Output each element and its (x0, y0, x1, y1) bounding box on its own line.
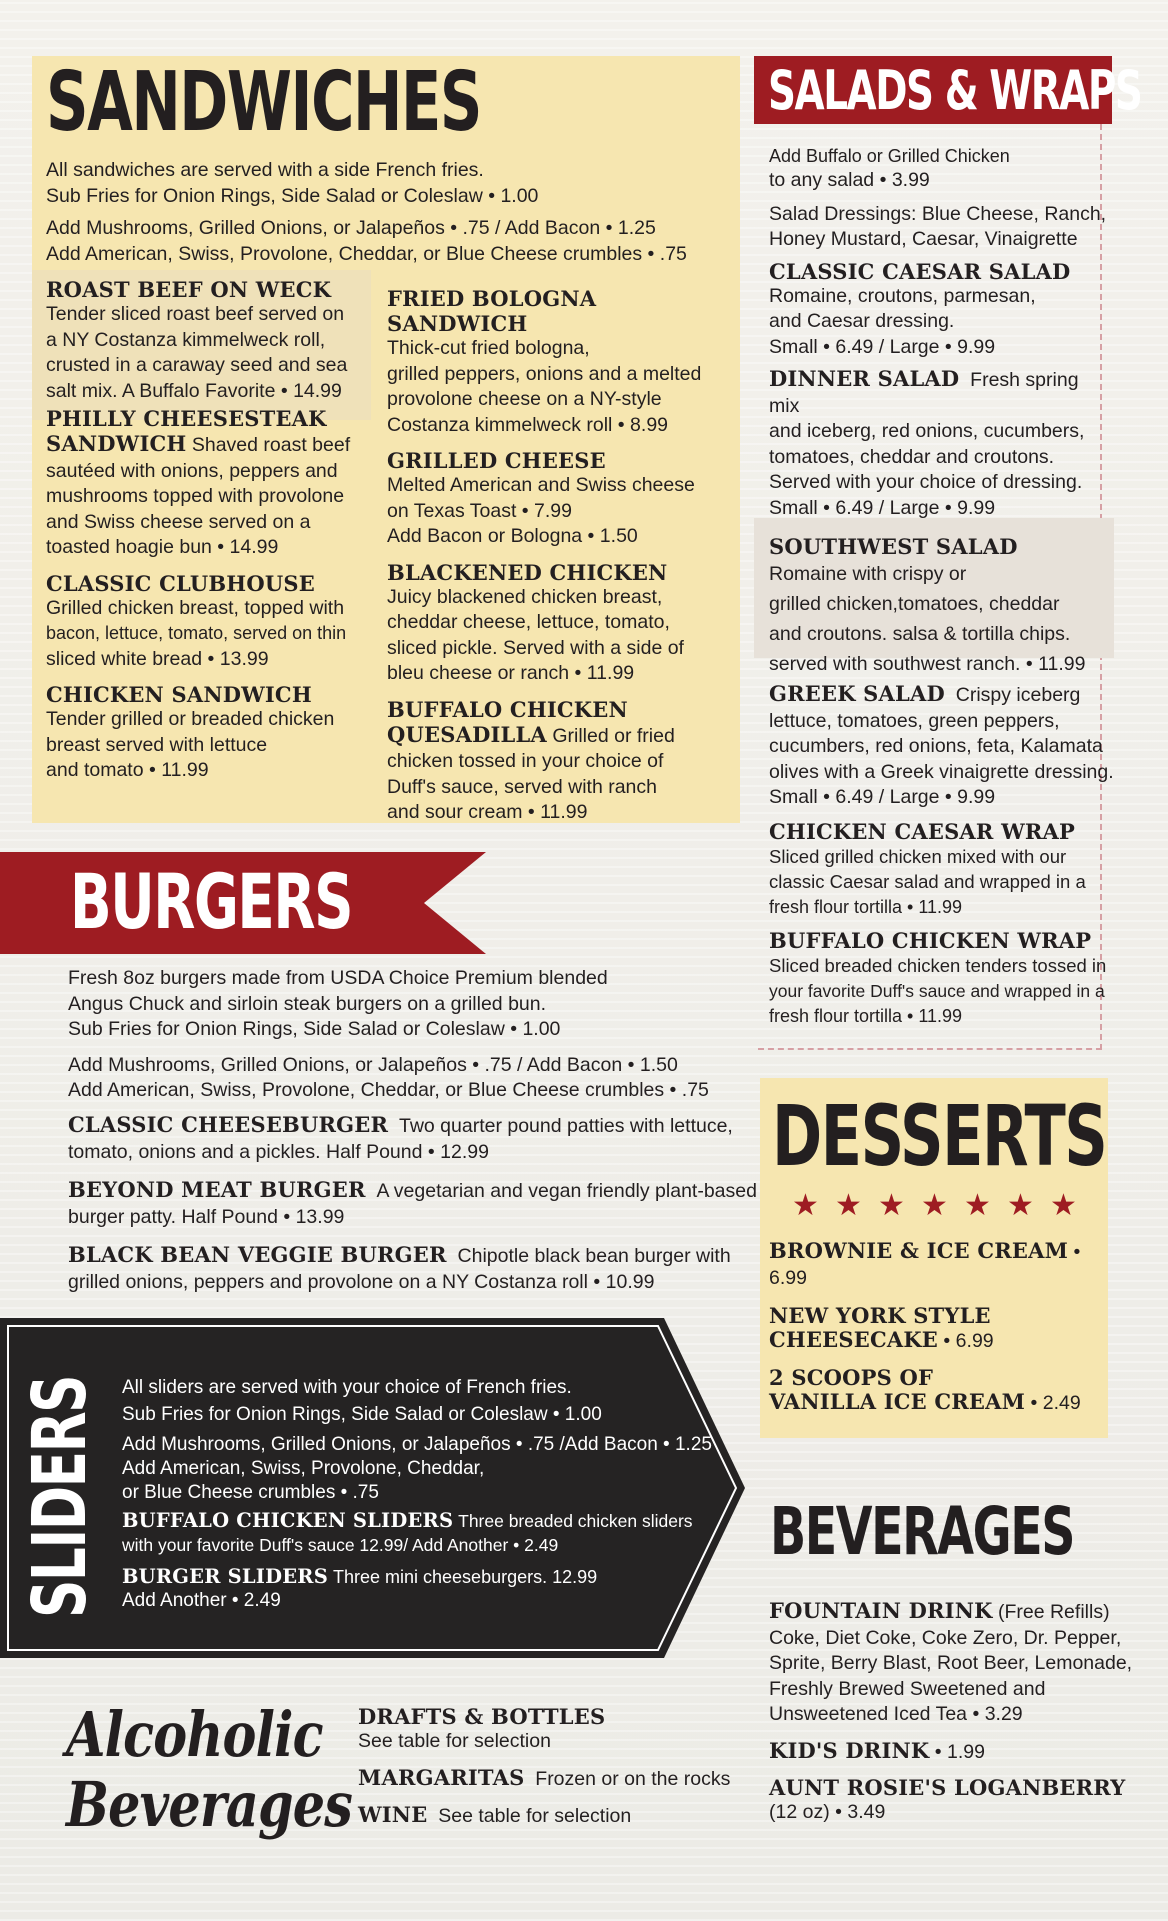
desc-line: fresh flour tortilla • 11.99 (769, 896, 963, 917)
desc-line: Romaine, croutons, parmesan, (769, 284, 1036, 307)
desc-line: cheddar cheese, lettuce, tomato, (387, 611, 670, 633)
desc-line: sautéed with onions, peppers and (46, 459, 338, 482)
loganberry-block (769, 1775, 1165, 1826)
burger-desc: Chipotle black bean burger with (457, 1245, 731, 1267)
desc-line: Juicy blackened chicken breast, (387, 585, 663, 608)
desserts-stars (784, 1188, 1085, 1223)
desc-line: Sprite, Berry Blast, Root Beer, Lemonade, (769, 1652, 1133, 1674)
desc-line: and Swiss cheese served on a (46, 510, 311, 533)
desc-line: Small • 6.49 / Large • 9.99 (769, 496, 996, 519)
desc-line: Grilled chicken breast, topped with (46, 596, 345, 619)
burger-sliders-name: BURGER SLIDERS (122, 1565, 328, 1588)
desc-line: Sliced breaded chicken tenders tossed in (769, 955, 1107, 976)
burgers-list (68, 1112, 758, 1295)
burger-sliders-desc: Add Another • 2.49 (122, 1590, 281, 1611)
buffalo-sliders-name: BUFFALO CHICKEN SLIDERS (122, 1509, 454, 1532)
beverages-title: BEVERAGES (770, 1493, 1075, 1570)
desc-line: sliced white bread • 13.99 (46, 647, 269, 670)
sliders-line: Add American, Swiss, Provolone, Cheddar, (122, 1458, 485, 1479)
margaritas-name: MARGARITAS (358, 1764, 525, 1790)
salads-content (769, 144, 1114, 1030)
burger-name: BEYOND MEAT BURGER (68, 1177, 366, 1202)
roast-beef-name: ROAST BEEF ON WECK (46, 277, 332, 302)
cheesecake-name-2: CHEESECAKE (769, 1327, 939, 1352)
desc-line: Melted American and Swiss cheese (387, 474, 695, 496)
desc-line: cucumbers, red onions, feta, Kalamata (769, 735, 1103, 757)
salads-intro-line: Add Buffalo or Grilled Chicken (769, 146, 1010, 166)
dinner-salad-block (769, 366, 1114, 521)
desc-line: Unsweetened Iced Tea • 3.29 (769, 1703, 1023, 1725)
sliders-line: or Blue Cheese crumbles • .75 (122, 1482, 379, 1503)
clubhouse-name: CLASSIC CLUBHOUSE (46, 570, 315, 596)
caesar-wrap-name: CHICKEN CAESAR WRAP (769, 818, 1076, 844)
dressings-line: Honey Mustard, Caesar, Vinaigrette (769, 228, 1078, 250)
sandwiches-intro-line: Sub Fries for Onion Rings, Side Salad or Coleslaw • 1.00 (46, 184, 539, 207)
southwest-name: SOUTHWEST SALAD (769, 534, 1018, 559)
icecream-name-2: VANILLA ICE CREAM (769, 1389, 1026, 1414)
star-icon: ★ (1050, 1189, 1077, 1222)
margaritas-desc: Frozen or on the rocks (535, 1767, 731, 1790)
grilled-cheese-block (387, 448, 737, 550)
desc-line: toasted hoagie bun • 14.99 (46, 536, 279, 558)
drafts-name: DRAFTS & BOTTLES (358, 1704, 606, 1729)
desc-line: grilled chicken,tomatoes, cheddar (769, 593, 1060, 615)
desc-line: and iceberg, red onions, cucumbers, (769, 420, 1085, 442)
blackened-chicken-block (387, 560, 737, 687)
desc-line: bacon, lettuce, tomato, served on thin (46, 623, 347, 643)
philly-name-2: SANDWICH (46, 431, 187, 456)
burgers-addon-line: Add Mushrooms, Grilled Onions, or Jalapeños • .75 / Add Bacon • 1.50 (68, 1053, 678, 1076)
desc-line: Thick-cut fried bologna, (387, 337, 590, 359)
cheesecake-name: NEW YORK STYLE (769, 1303, 991, 1328)
burger-name: CLASSIC CHEESEBURGER (68, 1112, 389, 1137)
burger-desc: Two quarter pound patties with lettuce, (398, 1115, 733, 1137)
desc-line: crusted in a caraway seed and sea (46, 354, 348, 376)
sandwiches-left-column (46, 277, 372, 784)
greek-salad-block (769, 681, 1114, 811)
desc-line: breast served with lettuce (46, 733, 268, 756)
desc-line: and croutons. salsa & tortilla chips. (769, 623, 1071, 645)
icecream-name: 2 SCOOPS OF (769, 1365, 934, 1390)
star-icon: ★ (921, 1189, 948, 1222)
burger-desc: A vegetarian and vegan friendly plant-based (376, 1180, 757, 1202)
burger-desc: grilled onions, peppers and provolone on a NY Costanza roll • 10.99 (68, 1270, 655, 1293)
sliders-line: All sliders are served with your choice of French fries. (122, 1377, 572, 1398)
desc-line: Add Bacon or Bologna • 1.50 (387, 525, 638, 547)
sliders-line: Add Mushrooms, Grilled Onions, or Jalapeños • .75 /Add Bacon • 1.25 (122, 1434, 712, 1455)
desc-line: mushrooms topped with provolone (46, 485, 345, 507)
desc-line: provolone cheese on a NY-style (387, 388, 662, 410)
desc-line: sliced pickle. Served with a side of (387, 636, 684, 659)
blackened-chicken-name: BLACKENED CHICKEN (387, 559, 668, 585)
desc-line: Shaved roast beef (191, 434, 351, 456)
desc-line: Coke, Diet Coke, Coke Zero, Dr. Pepper, (769, 1626, 1122, 1649)
alcohol-title-line: Beverages (66, 1768, 353, 1841)
burger-desc: tomato, onions and a pickles. Half Pound • 12.99 (68, 1140, 489, 1163)
chicken-sandwich-name: CHICKEN SANDWICH (46, 682, 312, 707)
star-icon: ★ (835, 1189, 862, 1222)
caesar-name: CLASSIC CAESAR SALAD (769, 258, 1071, 284)
kids-drink-name: KID'S DRINK (769, 1737, 930, 1763)
desc-line: your favorite Duff's sauce and wrapped in a (769, 980, 1105, 1001)
cheesecake-block (769, 1303, 1109, 1353)
desc-line: olives with a Greek vinaigrette dressing. (769, 760, 1114, 783)
desc-line: and tomato • 11.99 (46, 759, 209, 781)
desc-line: Costanza kimmelweck roll • 8.99 (387, 413, 669, 436)
desc-line: Sliced grilled chicken mixed with our (769, 845, 1067, 867)
fountain-note: (Free Refills) (992, 1601, 1110, 1623)
brownie-name: BROWNIE & ICE CREAM (769, 1238, 1069, 1263)
desc-line: Romaine with crispy or (769, 563, 967, 585)
drafts-desc: See table for selection (358, 1730, 551, 1752)
beverages-list (769, 1598, 1165, 1826)
sliders-line: Sub Fries for Onion Rings, Side Salad or Coleslaw • 1.00 (122, 1404, 602, 1425)
wine-name: WINE (358, 1802, 428, 1827)
burger-item (68, 1242, 758, 1295)
desc-line: a NY Costanza kimmelweck roll, (46, 328, 326, 351)
burger-item (68, 1177, 758, 1230)
sliders-title: SLIDERS (17, 1375, 103, 1618)
dinner-salad-name: DINNER SALAD (769, 366, 960, 391)
burgers-intro (68, 966, 709, 1104)
sandwiches-right-column (387, 286, 737, 826)
salads-title: SALADS & WRAPS (768, 59, 1142, 122)
quesadilla-block (387, 697, 737, 826)
star-icon: ★ (878, 1189, 905, 1222)
star-icon: ★ (964, 1189, 991, 1222)
burgers-intro-line: Angus Chuck and sirloin steak burgers on a grilled bun. (68, 992, 547, 1015)
kids-drink-price: • 1.99 (929, 1740, 985, 1763)
desc-line: classic Caesar salad and wrapped in a (769, 871, 1086, 892)
fountain-name: FOUNTAIN DRINK (769, 1598, 993, 1623)
sandwiches-addon-line: Add Mushrooms, Grilled Onions, or Jalapeños • .75 / Add Bacon • 1.25 (46, 217, 656, 239)
caesar-wrap-block (769, 819, 1114, 921)
quesadilla-name: BUFFALO CHICKEN (387, 696, 628, 722)
icecream-block (769, 1365, 1109, 1415)
loganberry-price: (12 oz) • 3.49 (769, 1801, 886, 1823)
philly-block (46, 406, 372, 561)
desc-line: served with southwest ranch. • 11.99 (769, 653, 1086, 675)
wine-desc: See table for selection (438, 1805, 632, 1827)
alcohol-list (358, 1704, 758, 1830)
burger-sliders-desc: Three mini cheeseburgers. 12.99 (333, 1567, 598, 1587)
desc-line: Small • 6.49 / Large • 9.99 (769, 335, 996, 358)
desc-line: Crispy iceberg (955, 684, 1081, 706)
desserts-title: DESSERTS (772, 1087, 1107, 1185)
sandwiches-title: SANDWICHES (46, 55, 481, 150)
buffalo-wrap-block (769, 928, 1114, 1030)
sandwiches-intro (46, 158, 687, 267)
roast-beef-desc (46, 302, 372, 404)
desc-line: Grilled or fried (552, 724, 675, 747)
buffalo-sliders-desc: with your favorite Duff's sauce 12.99/ Add Another • 2.49 (122, 1535, 559, 1555)
loganberry-name: AUNT ROSIE'S LOGANBERRY (769, 1775, 1126, 1800)
burger-desc: burger patty. Half Pound • 13.99 (68, 1205, 345, 1228)
icecream-price: • 2.49 (1025, 1392, 1081, 1414)
burgers-title: BURGERS (70, 857, 353, 946)
sandwiches-intro-line: All sandwiches are served with a side French fries. (46, 159, 484, 181)
brownie-price: • 6.99 (769, 1241, 1081, 1289)
greek-salad-name: GREEK SALAD (769, 681, 945, 706)
star-icon: ★ (1007, 1189, 1034, 1222)
burgers-intro-line: Fresh 8oz burgers made from USDA Choice Premium blended (68, 967, 608, 989)
alcohol-title-line: Alcoholic (66, 1698, 323, 1771)
sandwiches-addon-line: Add American, Swiss, Provolone, Cheddar, or Blue Cheese crumbles • .75 (46, 242, 687, 265)
burgers-addon-line: Add American, Swiss, Provolone, Cheddar, or Blue Cheese crumbles • .75 (68, 1079, 709, 1101)
star-icon: ★ (792, 1189, 819, 1222)
desc-line: and Caesar dressing. (769, 310, 955, 332)
alcohol-title (66, 1700, 352, 1840)
burger-name: BLACK BEAN VEGGIE BURGER (68, 1242, 447, 1267)
desc-line: grilled peppers, onions and a melted (387, 362, 702, 385)
philly-name: PHILLY CHEESESTEAK (46, 406, 327, 431)
bologna-name: FRIED BOLOGNA SANDWICH (387, 286, 597, 336)
grilled-cheese-name: GRILLED CHEESE (387, 448, 606, 473)
desc-line: Duff's sauce, served with ranch (387, 775, 657, 798)
desc-line: bleu cheese or ranch • 11.99 (387, 662, 635, 684)
desc-line: Freshly Brewed Sweetened and (769, 1677, 1046, 1700)
cheesecake-price: • 6.99 (938, 1330, 994, 1352)
quesadilla-name-2: QUESADILLA (387, 721, 547, 747)
desc-line: on Texas Toast • 7.99 (387, 499, 572, 522)
buffalo-sliders-desc: Three breaded chicken sliders (458, 1511, 693, 1531)
desc-line: chicken tossed in your choice of (387, 750, 664, 772)
desc-line: Fresh spring mix (769, 369, 1079, 417)
burger-item (68, 1112, 758, 1165)
buffalo-wrap-name: BUFFALO CHICKEN WRAP (769, 928, 1092, 953)
desc-line: Tender sliced roast beef served on (46, 303, 345, 325)
chicken-sandwich-block (46, 682, 372, 784)
desc-line: salt mix. A Buffalo Favorite • 14.99 (46, 379, 342, 402)
desc-line: and sour cream • 11.99 (387, 801, 588, 823)
desc-line: Served with your choice of dressing. (769, 471, 1083, 493)
desc-line: fresh flour tortilla • 11.99 (769, 1006, 963, 1026)
dressings-line: Salad Dressings: Blue Cheese, Ranch, (769, 202, 1107, 225)
desc-line: tomatoes, cheddar and croutons. (769, 445, 1055, 468)
southwest-block (769, 534, 1114, 679)
desserts-list (769, 1238, 1109, 1415)
desc-line: Small • 6.49 / Large • 9.99 (769, 786, 996, 808)
desc-line: Tender grilled or breaded chicken (46, 708, 335, 730)
clubhouse-block (46, 571, 372, 673)
sliders-content (122, 1376, 722, 1613)
salads-intro-line: to any salad • 3.99 (769, 169, 930, 191)
burgers-intro-line: Sub Fries for Onion Rings, Side Salad or Coleslaw • 1.00 (68, 1018, 561, 1040)
desc-line: lettuce, tomatoes, green peppers, (769, 709, 1060, 732)
caesar-block (769, 259, 1114, 361)
